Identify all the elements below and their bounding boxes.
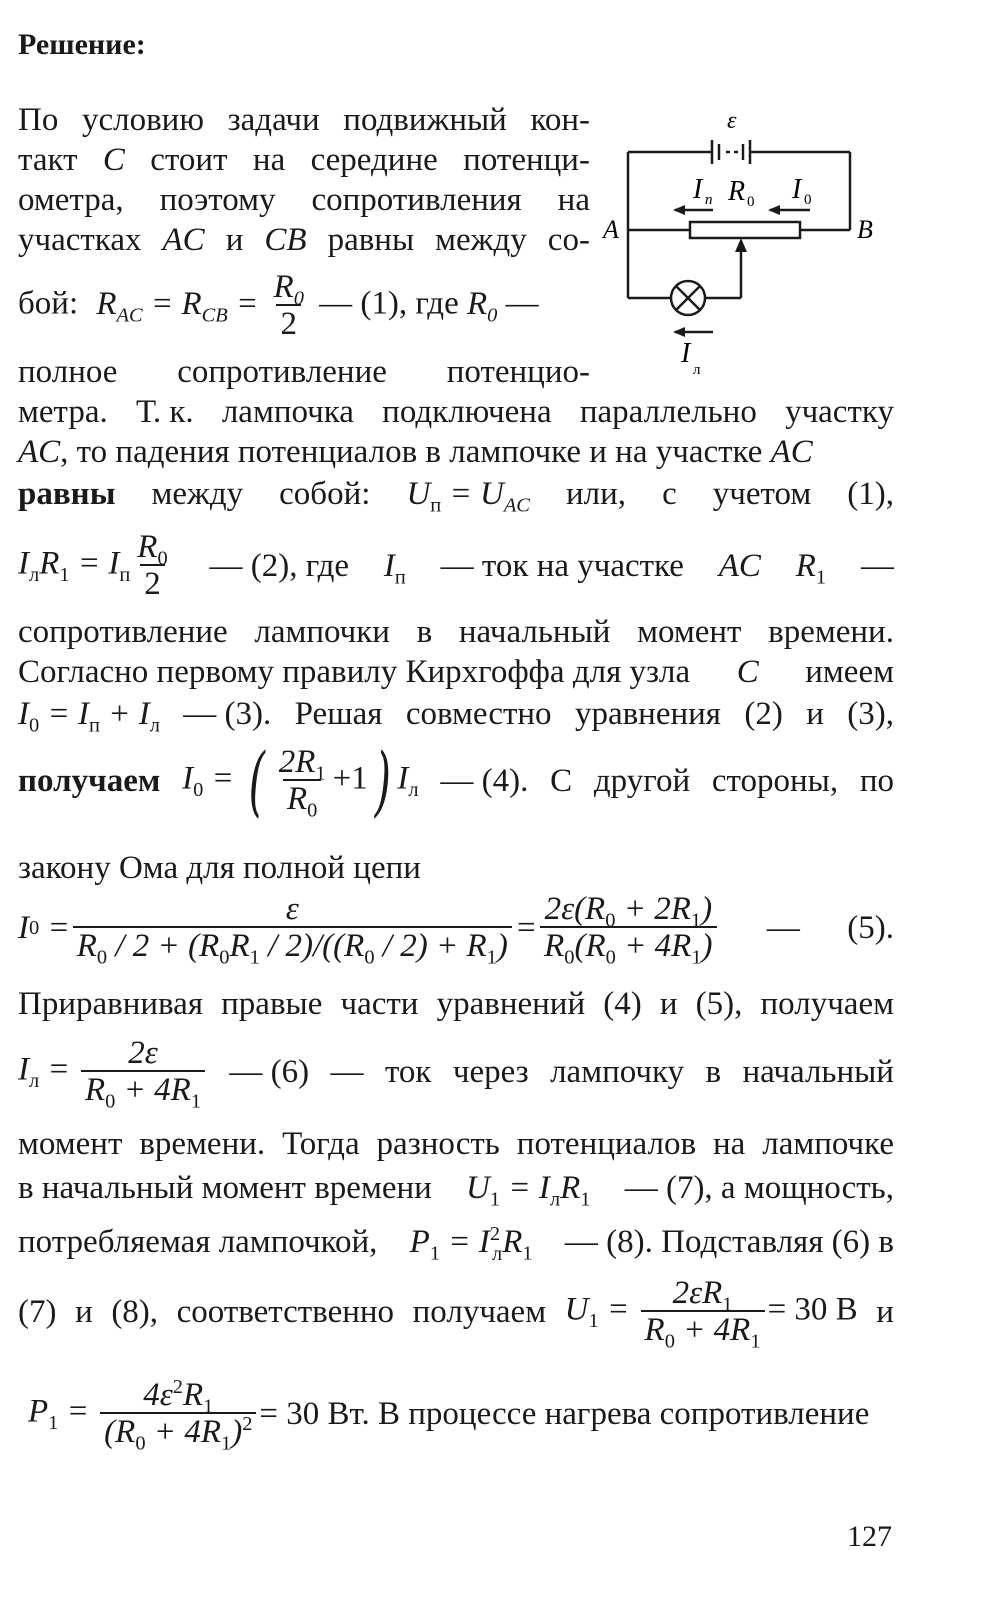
symbol-ac: AC bbox=[770, 434, 813, 470]
dash: — bbox=[505, 285, 539, 322]
formula-u1-result: $U_1$ = $\frac{2\varepsilon R_1}{R_0 + 4R_1}$ = 30 В bbox=[564, 1275, 858, 1353]
resistor-r0 bbox=[690, 222, 800, 238]
word: лампочка bbox=[221, 394, 354, 430]
word: уравнения bbox=[574, 696, 721, 732]
word: уравнений bbox=[436, 986, 586, 1022]
word: собой: bbox=[279, 476, 371, 512]
text-line-7 bbox=[18, 392, 894, 432]
dash: — bbox=[766, 910, 800, 946]
word: лампочки bbox=[254, 614, 390, 650]
equation-2-line bbox=[18, 530, 894, 602]
text-line-15: закону Ома для полной цепи bbox=[18, 850, 421, 886]
word: имеем bbox=[805, 654, 894, 690]
current-il-label: I bbox=[681, 338, 691, 369]
word: в bbox=[416, 614, 433, 650]
text-line-4 bbox=[18, 220, 590, 260]
formula-2: $I_лR_1 = I_п$ $\frac{R_0}{2}$ bbox=[18, 529, 168, 602]
sentence: — ток на участке bbox=[440, 548, 684, 584]
word: времени. bbox=[768, 614, 894, 650]
word: середине bbox=[310, 142, 438, 178]
formula-5: I 0 = $\frac{\varepsilon}{R_0 / 2 + (R_0R_1 / 2)/((R_0 / 2) + R_1)}$ = $\frac{2\varepsilon(R_0 + 2R_1)}{R_0(R_0 + 4R_1)}$ bbox=[18, 892, 720, 964]
text-line-8 bbox=[18, 432, 813, 472]
eq-ref-2: — (2), где bbox=[209, 548, 350, 584]
word: по bbox=[859, 763, 894, 799]
word: и bbox=[659, 986, 678, 1022]
word: потенциалов bbox=[516, 1126, 697, 1162]
word: и bbox=[75, 1294, 93, 1330]
formula-3: $I_0 = I_п + I_л$ bbox=[18, 696, 160, 737]
word: получаем bbox=[18, 763, 161, 799]
text-line-12 bbox=[18, 652, 894, 692]
word: через bbox=[452, 1054, 529, 1090]
word: учетом bbox=[712, 476, 812, 512]
word: ометра, bbox=[18, 182, 124, 218]
word: на bbox=[712, 1126, 746, 1162]
symbol-r0: $R_0$ bbox=[466, 285, 498, 327]
equation-7-line bbox=[18, 1168, 894, 1211]
formula-8: $P_1 = I^2_лR_1$ bbox=[409, 1223, 533, 1265]
page-heading: Решение: bbox=[18, 28, 146, 61]
word: получаем bbox=[760, 986, 894, 1022]
text-line-6 bbox=[18, 352, 590, 392]
word: Решая bbox=[294, 696, 383, 732]
word: задачи bbox=[227, 102, 320, 138]
word: лампочку bbox=[550, 1054, 685, 1090]
equation-8-line bbox=[18, 1222, 894, 1265]
sentence: — (8). Подставляя (6) в bbox=[564, 1224, 894, 1260]
word: (5), bbox=[695, 986, 743, 1022]
word: (3), bbox=[847, 696, 894, 732]
sentence: , то падения потенциалов в лампочке и на участке bbox=[60, 434, 763, 470]
word: и bbox=[806, 696, 824, 732]
formula-rac: $R_{AC} = R_{CB}$ = bbox=[96, 285, 259, 327]
formula-7: $U_1 = I_лR_1$ bbox=[466, 1170, 591, 1211]
eq-ref-1: — (1), где bbox=[319, 285, 459, 322]
word: стороны, bbox=[711, 763, 839, 799]
formula-4: $I_0$ = ( $\frac{2R_1}{R_0}$ +1) $I_л$ bbox=[182, 736, 419, 825]
word: Тогда bbox=[282, 1126, 360, 1162]
current-in-label: I bbox=[693, 174, 703, 205]
word: с bbox=[662, 476, 677, 512]
sentence: потребляемая лампочкой, bbox=[18, 1224, 378, 1260]
word: (4) bbox=[603, 986, 642, 1022]
text-line-2 bbox=[18, 140, 590, 180]
resistor-sub: 0 bbox=[747, 194, 755, 210]
text-line-11 bbox=[18, 612, 894, 652]
fraction-r0-over-2: $\frac{R_0}{2}$ bbox=[273, 269, 304, 342]
word: момент bbox=[637, 614, 742, 650]
word: части bbox=[340, 986, 419, 1022]
word: кон- bbox=[530, 102, 590, 138]
emf-label: ε bbox=[727, 108, 737, 134]
word: сопротивление bbox=[177, 354, 387, 390]
word: начальный bbox=[742, 1054, 894, 1090]
eq-ref: (1), bbox=[847, 476, 894, 512]
node-b-label: B bbox=[857, 215, 873, 244]
word: подключена bbox=[382, 394, 552, 430]
word: бой: bbox=[18, 285, 79, 322]
current-il-sub: л bbox=[693, 362, 701, 378]
word: (7) bbox=[18, 1294, 57, 1330]
node-a-label: A bbox=[603, 215, 619, 244]
word: на bbox=[252, 142, 286, 178]
word: равны bbox=[18, 476, 116, 512]
result-u1-line bbox=[18, 1275, 894, 1353]
word: (8), bbox=[111, 1294, 159, 1330]
word: потенцио- bbox=[446, 354, 590, 390]
symbol-ac: AC bbox=[162, 222, 205, 258]
word: разность bbox=[376, 1126, 500, 1162]
eq-ref-3: — (3). bbox=[183, 696, 272, 732]
text-line-3 bbox=[18, 180, 590, 220]
equation-3-line bbox=[18, 694, 894, 737]
sentence: Согласно первому правилу Кирхгоффа для узла bbox=[18, 654, 691, 690]
word: в bbox=[705, 1054, 722, 1090]
current-i0-sub: 0 bbox=[804, 192, 812, 208]
symbol-r1: $R_1$ bbox=[795, 548, 827, 589]
word: Т. к. bbox=[135, 394, 194, 430]
word: или, bbox=[565, 476, 627, 512]
word: участку bbox=[785, 394, 894, 430]
word: равны bbox=[327, 222, 415, 258]
word: стоит bbox=[150, 142, 228, 178]
text-line-9 bbox=[18, 474, 894, 517]
word: на bbox=[557, 182, 590, 218]
current-i0-label: I bbox=[792, 174, 802, 205]
word: сопротивления bbox=[311, 182, 522, 218]
sentence: — (7), а мощность, bbox=[624, 1170, 894, 1206]
word: соответственно bbox=[176, 1294, 395, 1330]
word: условию bbox=[81, 102, 204, 138]
symbol-ac: AC bbox=[718, 548, 761, 584]
symbol-in: $I_п$ bbox=[383, 548, 406, 589]
word: ток bbox=[384, 1054, 432, 1090]
eq-ref-6: — (6) bbox=[229, 1054, 310, 1090]
word: совместно bbox=[405, 696, 552, 732]
arrowhead-i0 bbox=[768, 205, 780, 215]
word: такт bbox=[18, 142, 78, 178]
word: со- bbox=[547, 222, 590, 258]
equation-5-line bbox=[18, 891, 894, 969]
page-number: 127 bbox=[847, 1520, 892, 1553]
dash: — bbox=[860, 548, 894, 584]
word: правые bbox=[221, 986, 323, 1022]
text-line-1 bbox=[18, 100, 590, 140]
circuit-diagram bbox=[595, 100, 895, 390]
word: лампочке bbox=[762, 1126, 894, 1162]
sentence: = 30 Вт. В процессе нагрева сопротивление bbox=[259, 1396, 870, 1432]
sentence: в начальный момент времени bbox=[18, 1170, 432, 1206]
word: подвижный bbox=[343, 102, 507, 138]
symbol-cb: CB bbox=[264, 222, 307, 258]
word: участках bbox=[18, 222, 142, 258]
eq-ref-4: — (4). bbox=[440, 763, 529, 799]
formula-6: $I_л$ = $\frac{2\varepsilon}{R_0 + 4R_1}$ bbox=[18, 1036, 208, 1108]
word: между bbox=[435, 222, 527, 258]
word: метра. bbox=[18, 394, 108, 430]
word: между bbox=[151, 476, 244, 512]
slider-arrowhead bbox=[735, 238, 747, 252]
eq-ref-5: (5). bbox=[847, 910, 894, 946]
equation-6-line bbox=[18, 1035, 894, 1113]
text-line-17 bbox=[18, 984, 894, 1024]
word: сопротивление bbox=[18, 614, 228, 650]
symbol-ac: AC bbox=[18, 434, 61, 470]
u1-value: = 30 В bbox=[767, 1291, 858, 1328]
arrowhead-in bbox=[673, 205, 685, 215]
word: параллельно bbox=[579, 394, 757, 430]
word: полное bbox=[18, 354, 118, 390]
symbol-c: C bbox=[102, 142, 125, 178]
word: С bbox=[550, 763, 573, 799]
word: Приравнивая bbox=[18, 986, 204, 1022]
word: потенци- bbox=[463, 142, 590, 178]
equation-4-line bbox=[18, 736, 894, 825]
dash: — bbox=[330, 1054, 364, 1090]
text-line-19 bbox=[18, 1124, 894, 1164]
word: и bbox=[876, 1294, 894, 1330]
word: начальный bbox=[458, 614, 611, 650]
word: и bbox=[225, 222, 244, 258]
arrowhead-il bbox=[673, 327, 685, 337]
formula-p1-result: $P_1$ = $\frac{4\varepsilon^2R_1}{(R_0 + 4R_1)^2}$ bbox=[28, 1378, 259, 1450]
word: другой bbox=[593, 763, 691, 799]
result-p1-line bbox=[28, 1376, 870, 1455]
word: (2) bbox=[744, 696, 783, 732]
formula-u-equals: $U_п = U_{AC}$ bbox=[406, 476, 530, 517]
symbol-c: C bbox=[736, 654, 759, 690]
resistor-label: R bbox=[728, 176, 746, 207]
current-in-sub: п bbox=[705, 192, 713, 208]
word: получаем bbox=[412, 1294, 547, 1330]
word: времени. bbox=[139, 1126, 266, 1162]
word: поэтому bbox=[159, 182, 276, 218]
word: По bbox=[18, 102, 59, 138]
equation-1-line bbox=[18, 270, 539, 342]
word: момент bbox=[18, 1126, 123, 1162]
